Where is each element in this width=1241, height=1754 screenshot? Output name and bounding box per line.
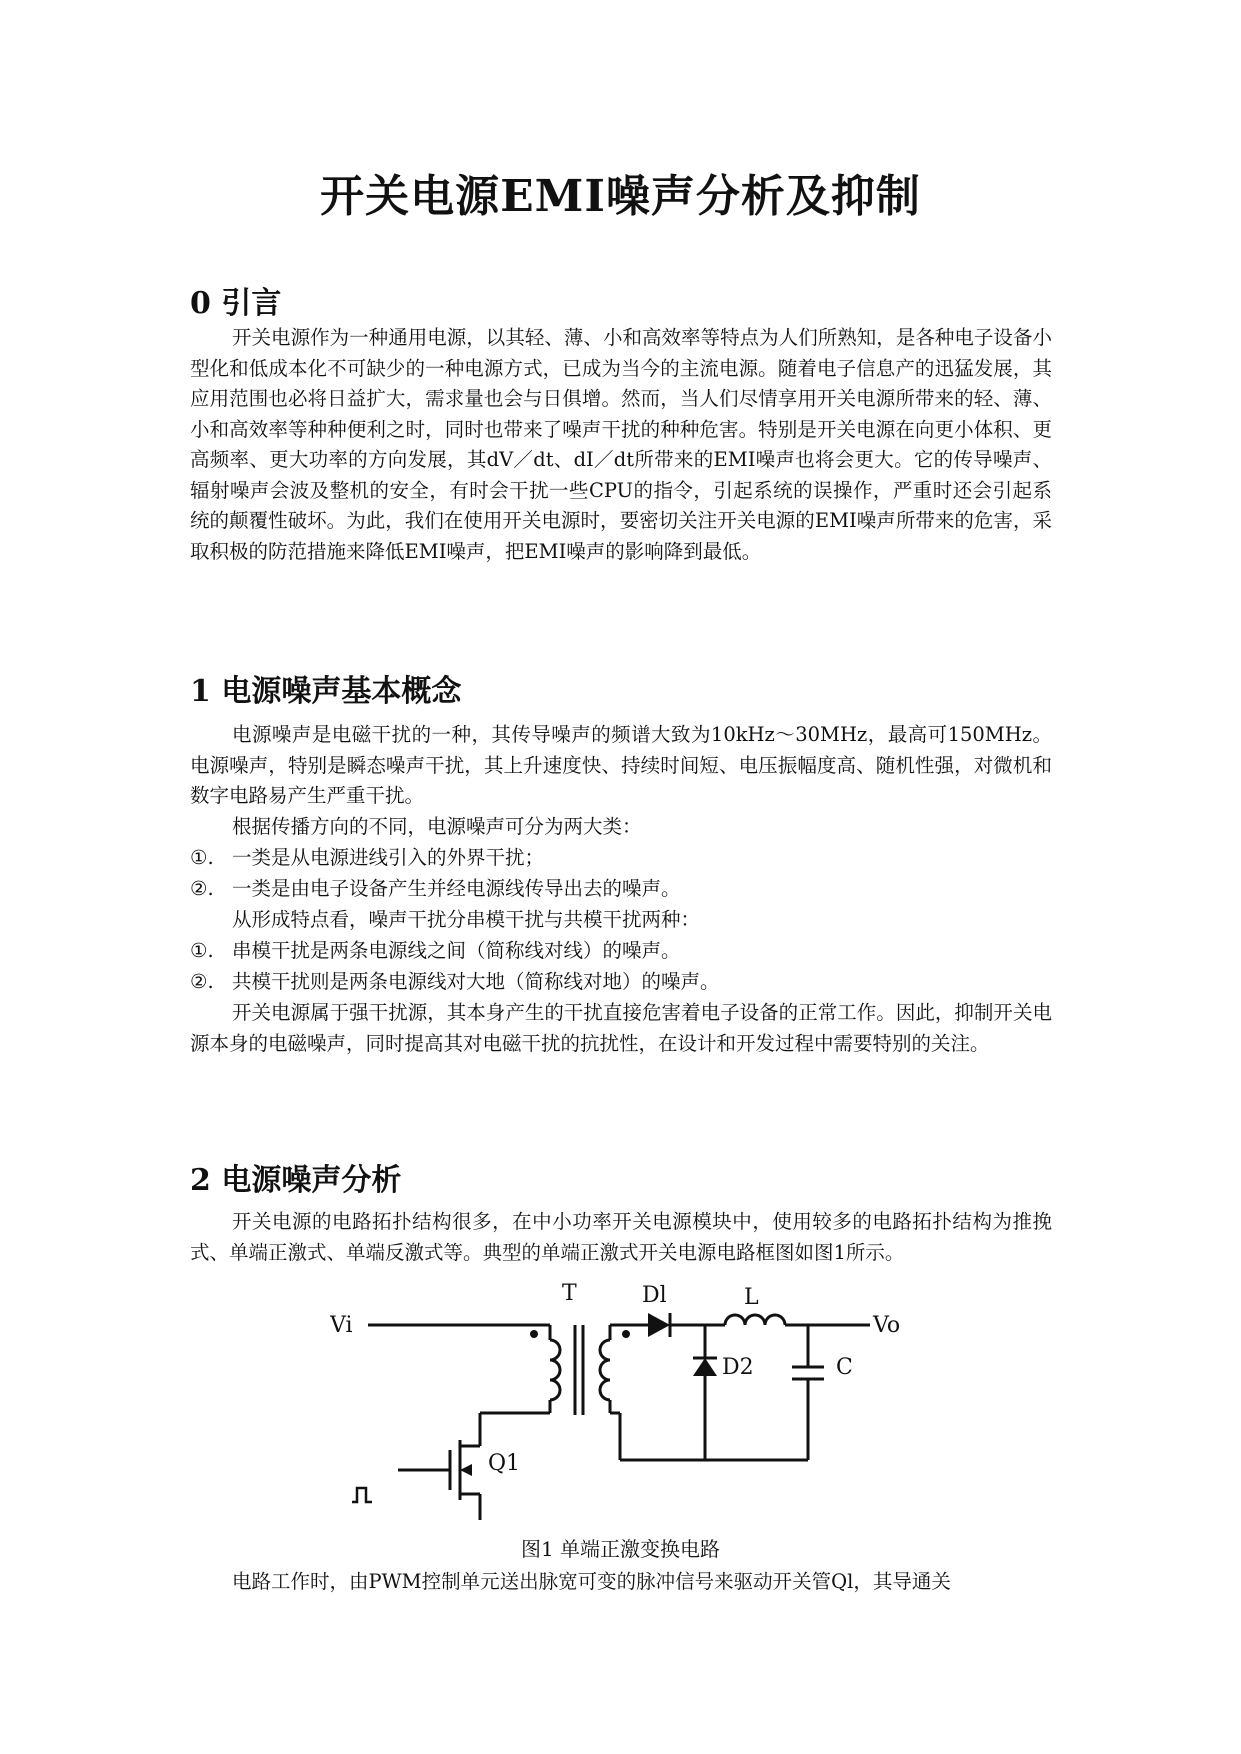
circuit-label-c: C [836,1355,853,1380]
list-item [190,874,1052,905]
list-item-number: ①. [190,846,214,869]
circuit-label-t: T [562,1281,577,1306]
section2-paragraph-1: 开关电源的电路拓扑结构很多，在中小功率开关电源模块中，使用较多的电路拓扑结构为推挽式、单端正激式、单端反激式等。典型的单端正激式开关电源电路框图如图1所示。 [190,1210,1052,1264]
document-title: 开关电源EMI噪声分析及抑制 [320,171,921,222]
list-item-number: ②. [190,970,214,993]
section1-paragraph-1: 电源噪声是电磁干扰的一种，其传导噪声的频谱大致为10kHz～30MHz，最高可150MHz。电源噪声，特别是瞬态噪声干扰，其上升速度快、持续时间短、电压振幅度高、随机性强，对微机和数字电路易产生严重干扰。 [190,723,1052,807]
list-item [190,967,1052,998]
list-item [190,936,1052,967]
circuit-label-d1: Dl [642,1283,667,1308]
circuit-label-vi: Vi [330,1313,353,1338]
list-item [190,843,1052,874]
figure-caption: 图1 单端正激变换电路 [520,1537,721,1561]
intro-paragraph: 开关电源作为一种通用电源，以其轻、薄、小和高效率等特点为人们所熟知，是各种电子设备小型化和低成本化不可缺少的一种电源方式，已成为当今的主流电源。随着电子信息产的迅猛发展，其应用范围也必将日益扩大，需求量也会与日俱增。然而，当人们尽情享用开关电源所带来的轻、薄、小和高效率等种种便利之时，同时也带来了噪声干扰的种种危害。特别是开关电源在向更小体积、更高频率、更大功率的方向发展，其dV／dt、dI／dt所带来的EMI噪声也将会更大。它的传导噪声、辐射噪声会波及整机的安全，有时会干扰一些CPU的指令，引起系统的误操作，严重时还会引起系统的颠覆性破坏。为此，我们在使用开关电源时，要密切关注开关电源的EMI噪声所带来的危害，采取积极的防范措施来降低EMI噪声，把EMI噪声的影响降到最低。 [190,326,1052,563]
section1-paragraph-4: 开关电源属于强干扰源，其本身产生的干扰直接危害着电子设备的正常工作。因此，抑制开关电源本身的电磁噪声，同时提高其对电磁干扰的抗扰性，在设计和开发过程中需要特别的关注。 [190,1001,1052,1055]
section-heading-intro: 0 引言 [190,286,282,321]
circuit-label-l: L [744,1285,759,1310]
forward-converter-circuit-diagram [330,1270,930,1520]
circuit-label-vo: Vo [873,1313,901,1338]
list-item-number: ②. [190,877,214,900]
list-item-text: 一类是由电子设备产生并经电源线传导出去的噪声。 [232,877,681,900]
section1-paragraph-3: 从形成特点看，噪声干扰分串模干扰与共模干扰两种： [232,908,701,931]
list-item-number: ①. [190,939,214,962]
section-heading-1: 1 电源噪声基本概念 [190,674,462,709]
list-item-text: 一类是从电源进线引入的外界干扰； [232,846,545,869]
circuit-label-d2: D2 [722,1355,754,1380]
list-item-text: 串模干扰是两条电源线之间（简称线对线）的噪声。 [232,939,681,962]
section2-paragraph-2: 电路工作时，由PWM控制单元送出脉宽可变的脉冲信号来驱动开关管Ql，其导通关 [232,1570,951,1593]
circuit-label-q1: Q1 [488,1451,521,1476]
list-item-text: 共模干扰则是两条电源线对大地（简称线对地）的噪声。 [232,970,720,993]
section-heading-2: 2 电源噪声分析 [190,1163,402,1198]
section1-paragraph-2: 根据传播方向的不同，电源噪声可分为两大类： [232,815,642,838]
